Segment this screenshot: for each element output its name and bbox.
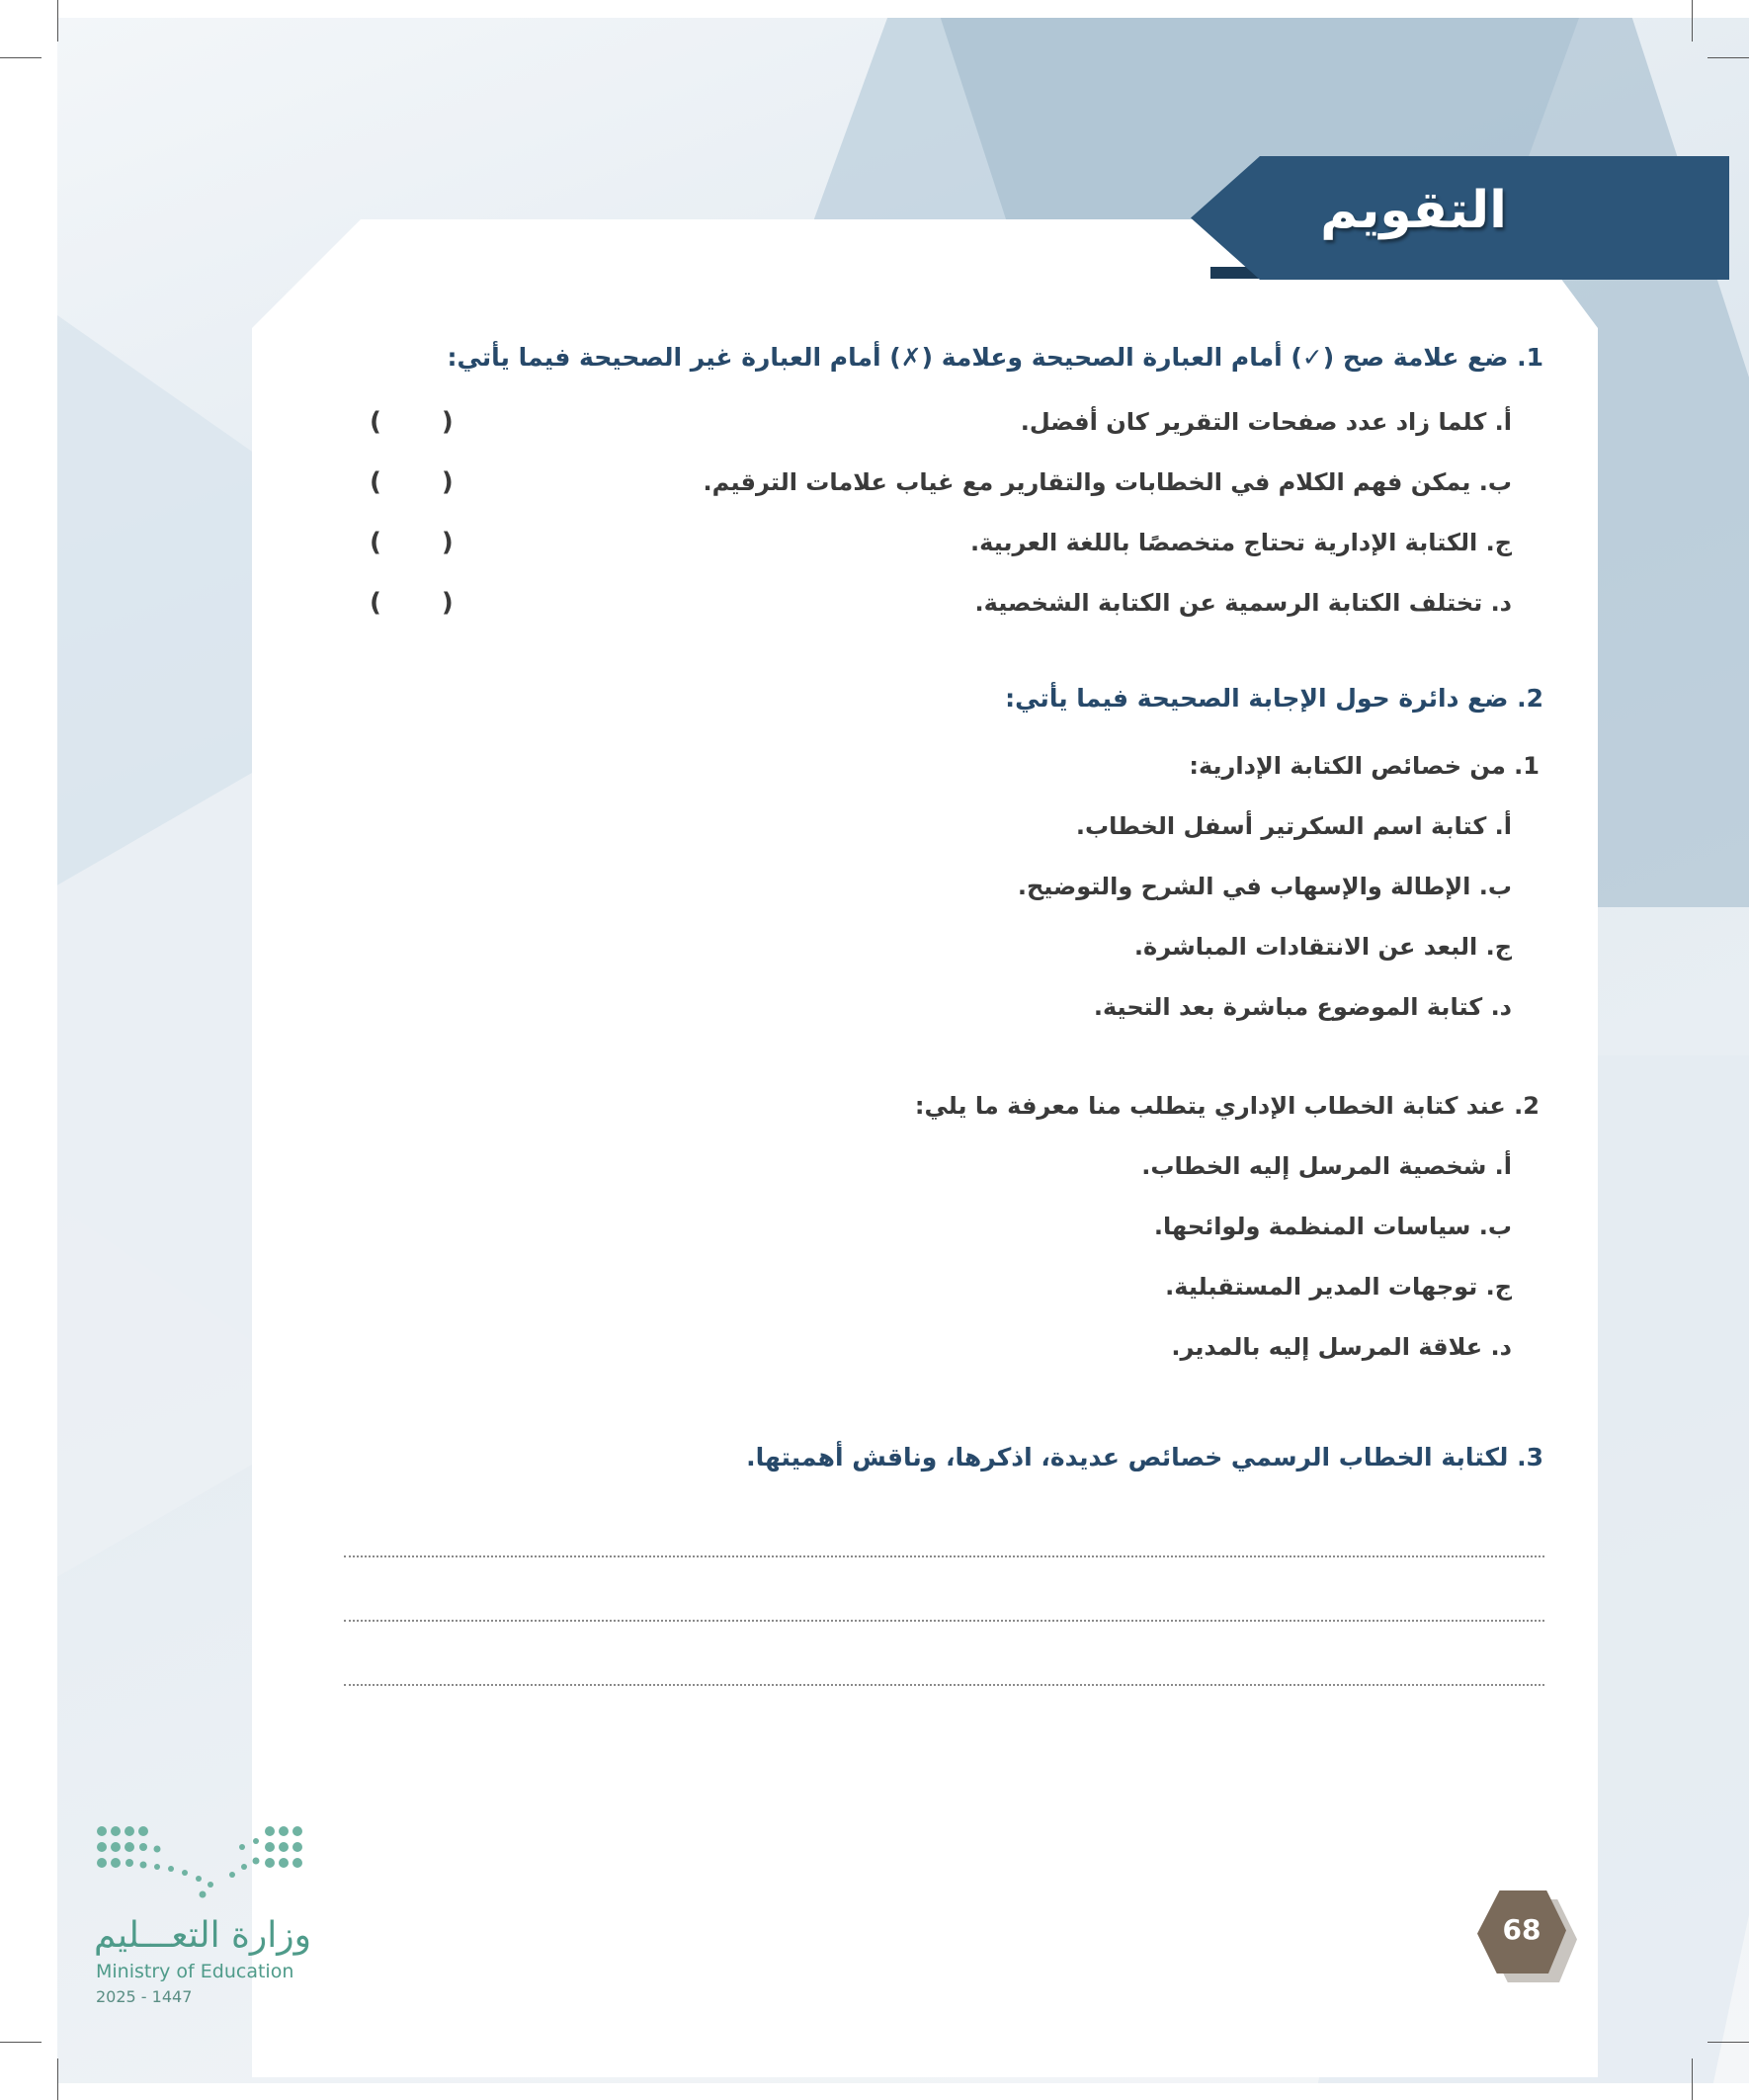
question-1-item: ج. الكتابة الإدارية تحتاج متخصصًا باللغة العربية. (970, 529, 1512, 556)
option-item[interactable]: أ. كتابة اسم السكرتير أسفل الخطاب. (1075, 812, 1512, 840)
crop-mark (57, 0, 58, 42)
option-item[interactable]: ب. سياسات المنظمة ولوائحها. (1153, 1213, 1512, 1240)
ministry-logo-icon (94, 1823, 311, 1902)
answer-box[interactable]: ( ) (370, 528, 479, 557)
crop-mark (1707, 2042, 1749, 2043)
ministry-logo-english: Ministry of Education (96, 1961, 294, 1982)
crop-mark (0, 57, 42, 58)
question-2-sub-2-heading: 2. عند كتابة الخطاب الإداري يتطلب منا معرفة ما يلي: (914, 1092, 1540, 1120)
page-number: 68 (1502, 1913, 1541, 1946)
option-item[interactable]: ج. توجهات المدير المستقبلية. (1165, 1273, 1512, 1301)
answer-box[interactable]: ( ) (370, 407, 479, 437)
question-2-sub-1-heading: 1. من خصائص الكتابة الإدارية: (1189, 752, 1540, 780)
option-item[interactable]: ج. البعد عن الانتقادات المباشرة. (1133, 933, 1512, 961)
crop-mark (0, 2042, 42, 2043)
option-item[interactable]: د. علاقة المرسل إليه بالمدير. (1171, 1333, 1512, 1361)
crop-mark (1692, 2058, 1693, 2100)
option-item[interactable]: د. كتابة الموضوع مباشرة بعد التحية. (1093, 993, 1512, 1021)
crop-mark (1692, 0, 1693, 42)
ministry-logo-year: 2025 - 1447 (96, 1987, 193, 2006)
option-item[interactable]: أ. شخصية المرسل إليه الخطاب. (1141, 1152, 1512, 1180)
question-2-heading: 2. ضع دائرة حول الإجابة الصحيحة فيما يأتي: (1005, 684, 1543, 713)
question-1-item: أ. كلما زاد عدد صفحات التقرير كان أفضل. (1020, 408, 1512, 436)
content-panel (252, 219, 1598, 2077)
answer-box[interactable]: ( ) (370, 588, 479, 618)
question-3-heading: 3. لكتابة الخطاب الرسمي خصائص عديدة، اذكرها، وناقش أهميتها. (746, 1443, 1543, 1471)
ministry-logo-arabic: وزارة التعـــليم (94, 1915, 312, 1956)
answer-line[interactable] (344, 1684, 1544, 1686)
question-1-item: د. تختلف الكتابة الرسمية عن الكتابة الشخصية. (974, 589, 1512, 617)
page-title: التقويم (1320, 181, 1507, 240)
crop-mark (1707, 57, 1749, 58)
answer-line[interactable] (344, 1555, 1544, 1557)
crop-mark (57, 2058, 58, 2100)
answer-box[interactable]: ( ) (370, 467, 479, 497)
option-item[interactable]: ب. الإطالة والإسهاب في الشرح والتوضيح. (1017, 873, 1512, 900)
question-1-heading: 1. ضع علامة صح (✓) أمام العبارة الصحيحة وعلامة (✗) أمام العبارة غير الصحيحة فيما يأتي: (447, 343, 1543, 372)
answer-line[interactable] (344, 1620, 1544, 1622)
question-1-item: ب. يمكن فهم الكلام في الخطابات والتقارير مع غياب علامات الترقيم. (703, 468, 1512, 496)
